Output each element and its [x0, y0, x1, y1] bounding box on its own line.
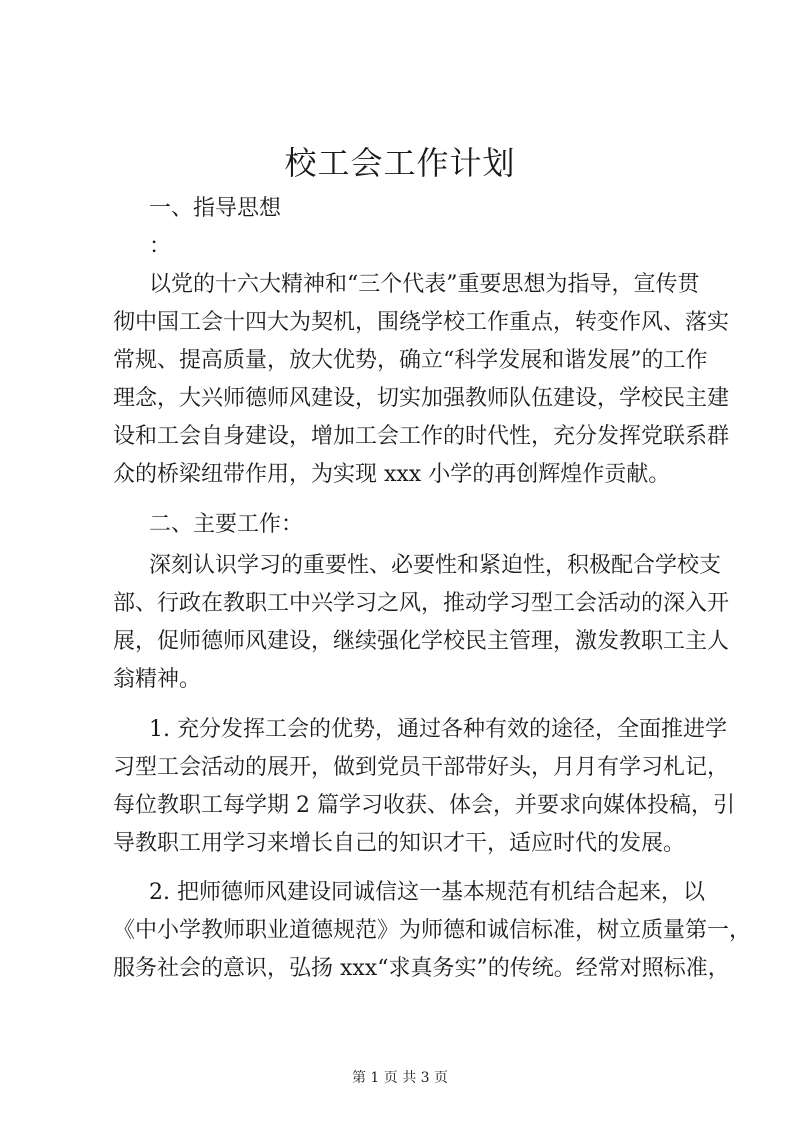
paragraph-line: 理念，大兴师德师风建设，切实加强教师队伍建设，学校民主建: [113, 386, 730, 411]
paragraph-line: 习型工会活动的展开，做到党员干部带好头，月月有学习札记，: [113, 755, 730, 780]
paragraph-line: 部、行政在教职工中兴学习之风，推动学习型工会活动的深入开: [113, 591, 730, 616]
section-heading-main-work: 二、主要工作：: [149, 512, 304, 537]
paragraph-line: 深刻认识学习的重要性、必要性和紧迫性，积极配合学校支: [149, 553, 722, 578]
section-heading-guiding-thought: 一、指导思想: [149, 196, 282, 221]
paragraph-line: 每位教职工每学期 2 篇学习收获、体会，并要求向媒体投稿，引: [113, 793, 735, 818]
paragraph-line: 《中小学教师职业道德规范》为师德和诚信标准，树立质量第一，: [113, 918, 752, 943]
paragraph-line: 翁精神。: [113, 667, 202, 692]
document-title: 校工会工作计划: [284, 144, 516, 182]
paragraph-line: 导教职工用学习来增长自己的知识才干，适应时代的发展。: [113, 831, 686, 856]
paragraph-line: 常规、提高质量，放大优势，确立“科学发展和谐发展”的工作: [113, 348, 708, 373]
page-number-footer: 第 1 页 共 3 页: [351, 1070, 449, 1086]
text-line: ：: [149, 234, 172, 259]
paragraph-line: 1. 充分发挥工会的优势，通过各种有效的途径，全面推进学: [149, 717, 727, 742]
paragraph-line: 彻中国工会十四大为契机，围绕学校工作重点，转变作风、落实: [113, 310, 730, 335]
paragraph-line: 服务社会的意识，弘扬 xxx“求真务实”的传统。经常对照标准，: [113, 956, 730, 981]
paragraph-line: 展，促师德师风建设，继续强化学校民主管理，激发教职工主人: [113, 629, 730, 654]
paragraph-line: 设和工会自身建设，增加工会工作的时代性，充分发挥党联系群: [113, 424, 730, 449]
paragraph-line: 以党的十六大精神和“三个代表”重要思想为指导，宣传贯: [149, 272, 700, 297]
paragraph-line: 众的桥梁纽带作用，为实现 xxx 小学的再创辉煌作贡献。: [113, 462, 671, 487]
paragraph-line: 2. 把师德师风建设同诚信这一基本规范有机结合起来，以: [149, 880, 705, 905]
